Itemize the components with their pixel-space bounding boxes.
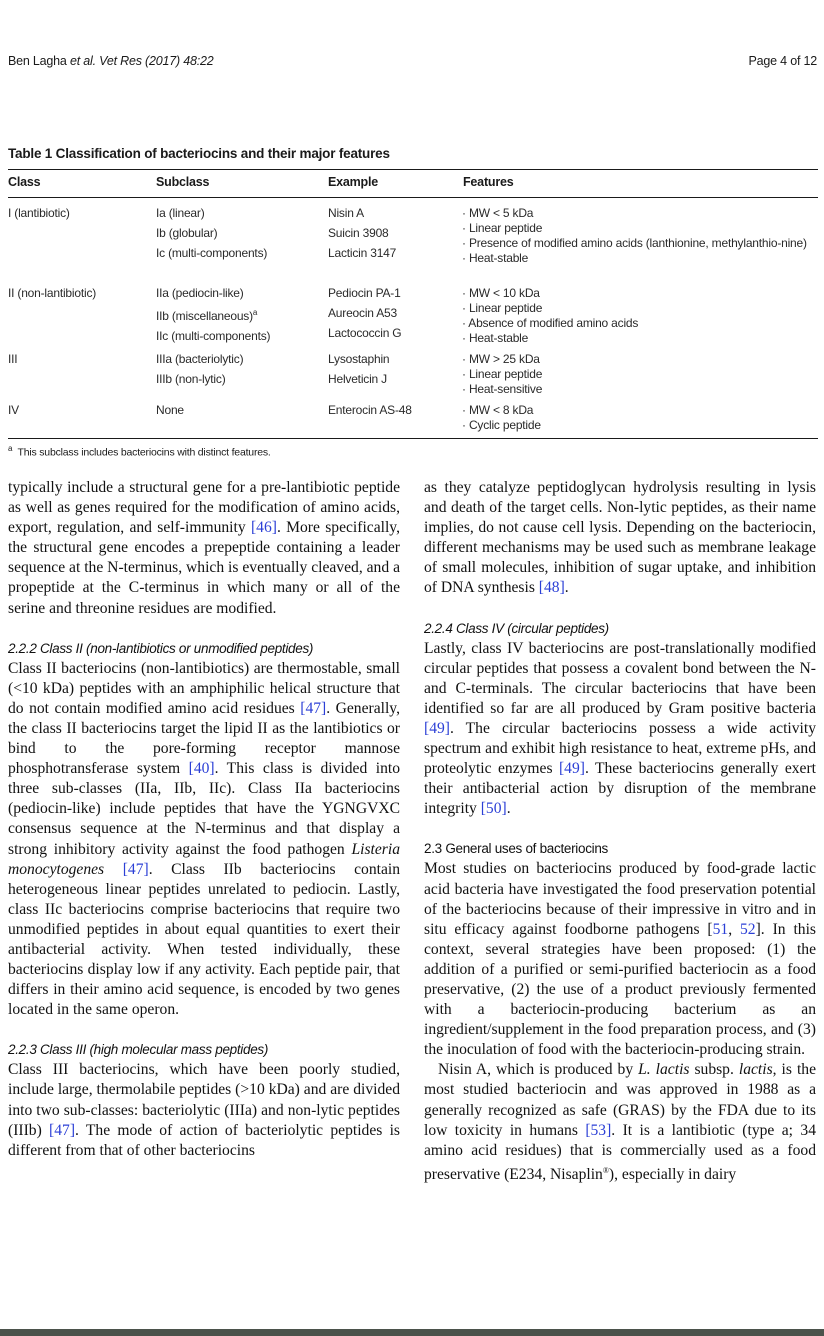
feature-item: MW < 8 kDa <box>468 403 534 417</box>
table-row-features-list: · MW < 5 kDa · Linear peptide · Presence of modified amino acids (lanthionine, methylanthio-nine) · Heat-stable <box>462 206 807 265</box>
citation-link[interactable]: [47] <box>300 699 327 717</box>
subclass-ic: Ic (multi-components) <box>156 246 268 260</box>
paragraph: Lastly, class IV bacteriocins are post-translationally modified circular peptides that possess a covalent bond between the N- and C-terminals. The circular bacteriocins that have been identified so far are all produced by Gram positive bacteria [49]. The circular bacteriocins possess a wide activity spectrum and exhibit high resistance to heat, extreme pHs, and proteolytic enzymes [49]. These bacteriocins generally exert their antibacterial action by disruption of the membrane integrity [50]. <box>424 639 816 818</box>
species-name: L. lactis <box>638 1061 690 1079</box>
example-enterocin: Enterocin AS-48 <box>328 403 412 417</box>
paragraph: as they catalyze peptidoglycan hydrolysis resulting in lysis and death of the target cells. Non-lytic peptides, as their name implies, do not cause cell lysis. Depending on the bacteriocin, different mechanisms may be used such as membrane leakage of small molecules, inhibition of sugar uptake, and inhibition of DNA synthesis [48]. <box>424 479 816 597</box>
table-row-subclass-list <box>156 349 243 389</box>
citation-link[interactable]: [53] <box>585 1121 612 1139</box>
subclass-iia: IIa (pediocin-like) <box>156 286 244 300</box>
citation-link[interactable]: [46] <box>250 519 277 537</box>
section-heading-2-2-2: 2.2.2 Class II (non-lantibiotics or unmodified peptides) <box>8 640 314 656</box>
section-heading-2-2-4: 2.2.4 Class IV (circular peptides) <box>424 620 609 636</box>
feature-item: Absence of modified amino acids <box>468 316 639 330</box>
species-name: lactis <box>738 1061 773 1079</box>
subclass-iiib: IIIb (non-lytic) <box>156 372 226 386</box>
table-footnote <box>8 444 271 459</box>
example-suicin: Suicin 3908 <box>328 226 389 240</box>
section-heading-2-3: 2.3 General uses of bacteriocins <box>424 841 609 857</box>
feature-item: Linear peptide <box>468 367 543 381</box>
table-row-features-list: · MW < 10 kDa · Linear peptide · Absence of modified amino acids · Heat-stable <box>462 286 639 345</box>
table-row-class-II: II (non-lantibiotic) <box>8 286 97 300</box>
citation-link[interactable]: [49] <box>424 719 450 737</box>
citation-link[interactable]: [47] <box>49 1121 76 1139</box>
citation-author: Ben Lagha <box>8 54 67 68</box>
table-title: Table 1 Classification of bacteriocins and their major features <box>8 146 390 161</box>
left-column <box>8 478 400 1161</box>
table-row-features-list: · MW < 8 kDa · Cyclic peptide <box>462 403 541 432</box>
table-row-example-list <box>328 203 396 263</box>
footnote-marker: a <box>252 308 258 317</box>
table-row-example-list <box>328 283 401 343</box>
example-helveticin: Helveticin J <box>328 372 387 386</box>
table-row-example-list <box>328 349 389 389</box>
example-lactococcin: Lactococcin G <box>328 326 402 340</box>
table-bottom-rule <box>8 438 818 439</box>
feature-item: Presence of modified amino acids (lanthionine, methylanthio-nine) <box>468 236 807 250</box>
running-header-citation <box>8 54 214 68</box>
table-row-subclass-list <box>156 283 270 346</box>
table-top-rule <box>8 169 818 170</box>
column-header-example: Example <box>328 175 379 189</box>
citation-link[interactable]: [47] <box>122 860 149 878</box>
citation-journal: et al. Vet Res <box>69 54 142 68</box>
paragraph: Most studies on bacteriocins produced by food-grade lactic acid bacteria have investigated the food preservation potential of the bacteriocins because of their impressive in vitro and in situ efficacy against foodborne pathogens [51, 52]. In this context, several strategies have been proposed: (1) the addition of a purified or semi-purified bacteriocin as a food preservative, (2) the use of a product previously fermented with a bacteriocin-producing bacterium as an ingredient/supplement in the food preparation process, and (3) the inoculation of food with the bacteriocin-producing strain. <box>424 860 816 1059</box>
subclass-iic: IIc (multi-components) <box>156 329 271 343</box>
example-lysostaphin: Lysostaphin <box>328 352 390 366</box>
example-nisin-a: Nisin A <box>328 206 364 220</box>
example-lacticin: Lacticin 3147 <box>328 246 397 260</box>
registered-mark: ® <box>602 1165 609 1175</box>
feature-item: Heat-sensitive <box>468 382 543 396</box>
column-header-features: Features <box>463 175 514 189</box>
subclass-iib: IIb (miscellaneous)$^a$ <box>156 308 258 323</box>
example-aureocin: Aureocin A53 <box>328 306 397 320</box>
paragraph: typically include a structural gene for a pre-lantibiotic peptide as well as genes required for the modification of amino acids, export, regulation, and self-immunity [46]. More specifically, the structural gene encodes a prepeptide containing a leader sequence at the N-terminus, which is eventually cleaved, and a propeptide at the C-terminus in which many or all of the serine and threonine residues are modified. <box>8 479 400 617</box>
citation-link[interactable]: [49] <box>558 760 585 778</box>
right-column <box>424 478 816 1185</box>
subclass-ib: Ib (globular) <box>156 226 218 240</box>
table-row-class-IV: IV <box>8 403 19 417</box>
table-header-rule <box>8 197 818 198</box>
section-heading-2-2-3: 2.2.3 Class III (high molecular mass peptides) <box>8 1042 269 1058</box>
subclass-iiia: IIIa (bacteriolytic) <box>156 352 244 366</box>
column-header-subclass: Subclass <box>156 175 210 189</box>
paragraph: Class II bacteriocins (non-lantibiotics) are thermostable, small (<10 kDa) peptides with an amphiphilic helical structure that do not contain modified amino acid residues [47]. Generally, the class II bacteriocins target the lipid II as the lantibiotics or bind to the pore-forming receptor mannose phosphotransferase system [40]. This class is divided into three sub-classes (IIa, IIb, IIc). Class IIa bacteriocins (pediocin-like) include peptides that have the YGNGVXC consensus sequence at the N-terminus and that display a strong inhibitory activity against the food pathogen Listeria monocytogenes [47]. Class IIb bacteriocins contain heterogeneous linear peptides unrelated to pediocin. Lastly, class IIc bacteriocins comprise bacteriocins that require two unmodified peptides in about equal quantities to exert their antibacterial activity. When tested individually, these bacteriocins display low if any activity. Each peptide pair, that differs in their amino acid sequence, is encoded by two genes located in the same operon. <box>8 659 400 1019</box>
feature-item: Linear peptide <box>468 221 543 235</box>
table-row-class-I: I (lantibiotic) <box>8 206 70 220</box>
subclass-ia: Ia (linear) <box>156 206 205 220</box>
footnote-text: This subclass includes bacteriocins with distinct features. <box>17 446 271 459</box>
feature-item: Cyclic peptide <box>468 418 541 432</box>
example-pediocin: Pediocin PA-1 <box>328 286 401 300</box>
column-header-class: Class <box>8 175 41 189</box>
citation-year: (2017) 48:22 <box>145 54 214 68</box>
feature-item: MW < 5 kDa <box>468 206 534 220</box>
paragraph: Nisin A, which is produced by L. lactis subsp. lactis, is the most studied bacteriocin and was approved in 1988 as a generally recognized as safe (GRAS) by the FDA due to its low toxicity in humans [53]. It is a lantibiotic (type a; 34 amino acid residues) that is commercially used as a food preservative (E234, Nisaplin®), especially in dairy <box>424 1061 817 1183</box>
viewer-bottom-bar <box>0 1329 824 1336</box>
citation-link[interactable]: [50] <box>480 800 507 818</box>
citation-link[interactable]: 52 <box>740 920 756 938</box>
table-row-features-list: · MW > 25 kDa · Linear peptide · Heat-sensitive <box>462 352 543 396</box>
subclass-none: None <box>156 403 184 417</box>
citation-link[interactable]: 51 <box>712 920 729 938</box>
feature-item: MW < 10 kDa <box>468 286 540 300</box>
footnote-marker: a <box>8 444 13 453</box>
feature-item: Linear peptide <box>468 301 543 315</box>
feature-item: Heat-stable <box>468 331 529 345</box>
table-row-subclass-list <box>156 203 267 263</box>
page-number: Page 4 of 12 <box>748 54 817 68</box>
feature-item: MW > 25 kDa <box>468 352 540 366</box>
paragraph: Class III bacteriocins, which have been poorly studied, include large, thermolabile peptides (>10 kDa) and are divided into two sub-classes: bacteriolytic (IIIa) and non-lytic peptides (IIIb) [47]. The mode of action of bacteriolytic peptides is different from that of other bacteriocins <box>8 1061 400 1159</box>
citation-link[interactable]: [48] <box>538 579 565 597</box>
citation-link[interactable]: [40] <box>188 760 215 778</box>
table-row-class-III: III <box>8 352 18 366</box>
species-name: Listeria monocytogenes <box>8 840 400 878</box>
feature-item: Heat-stable <box>468 251 529 265</box>
